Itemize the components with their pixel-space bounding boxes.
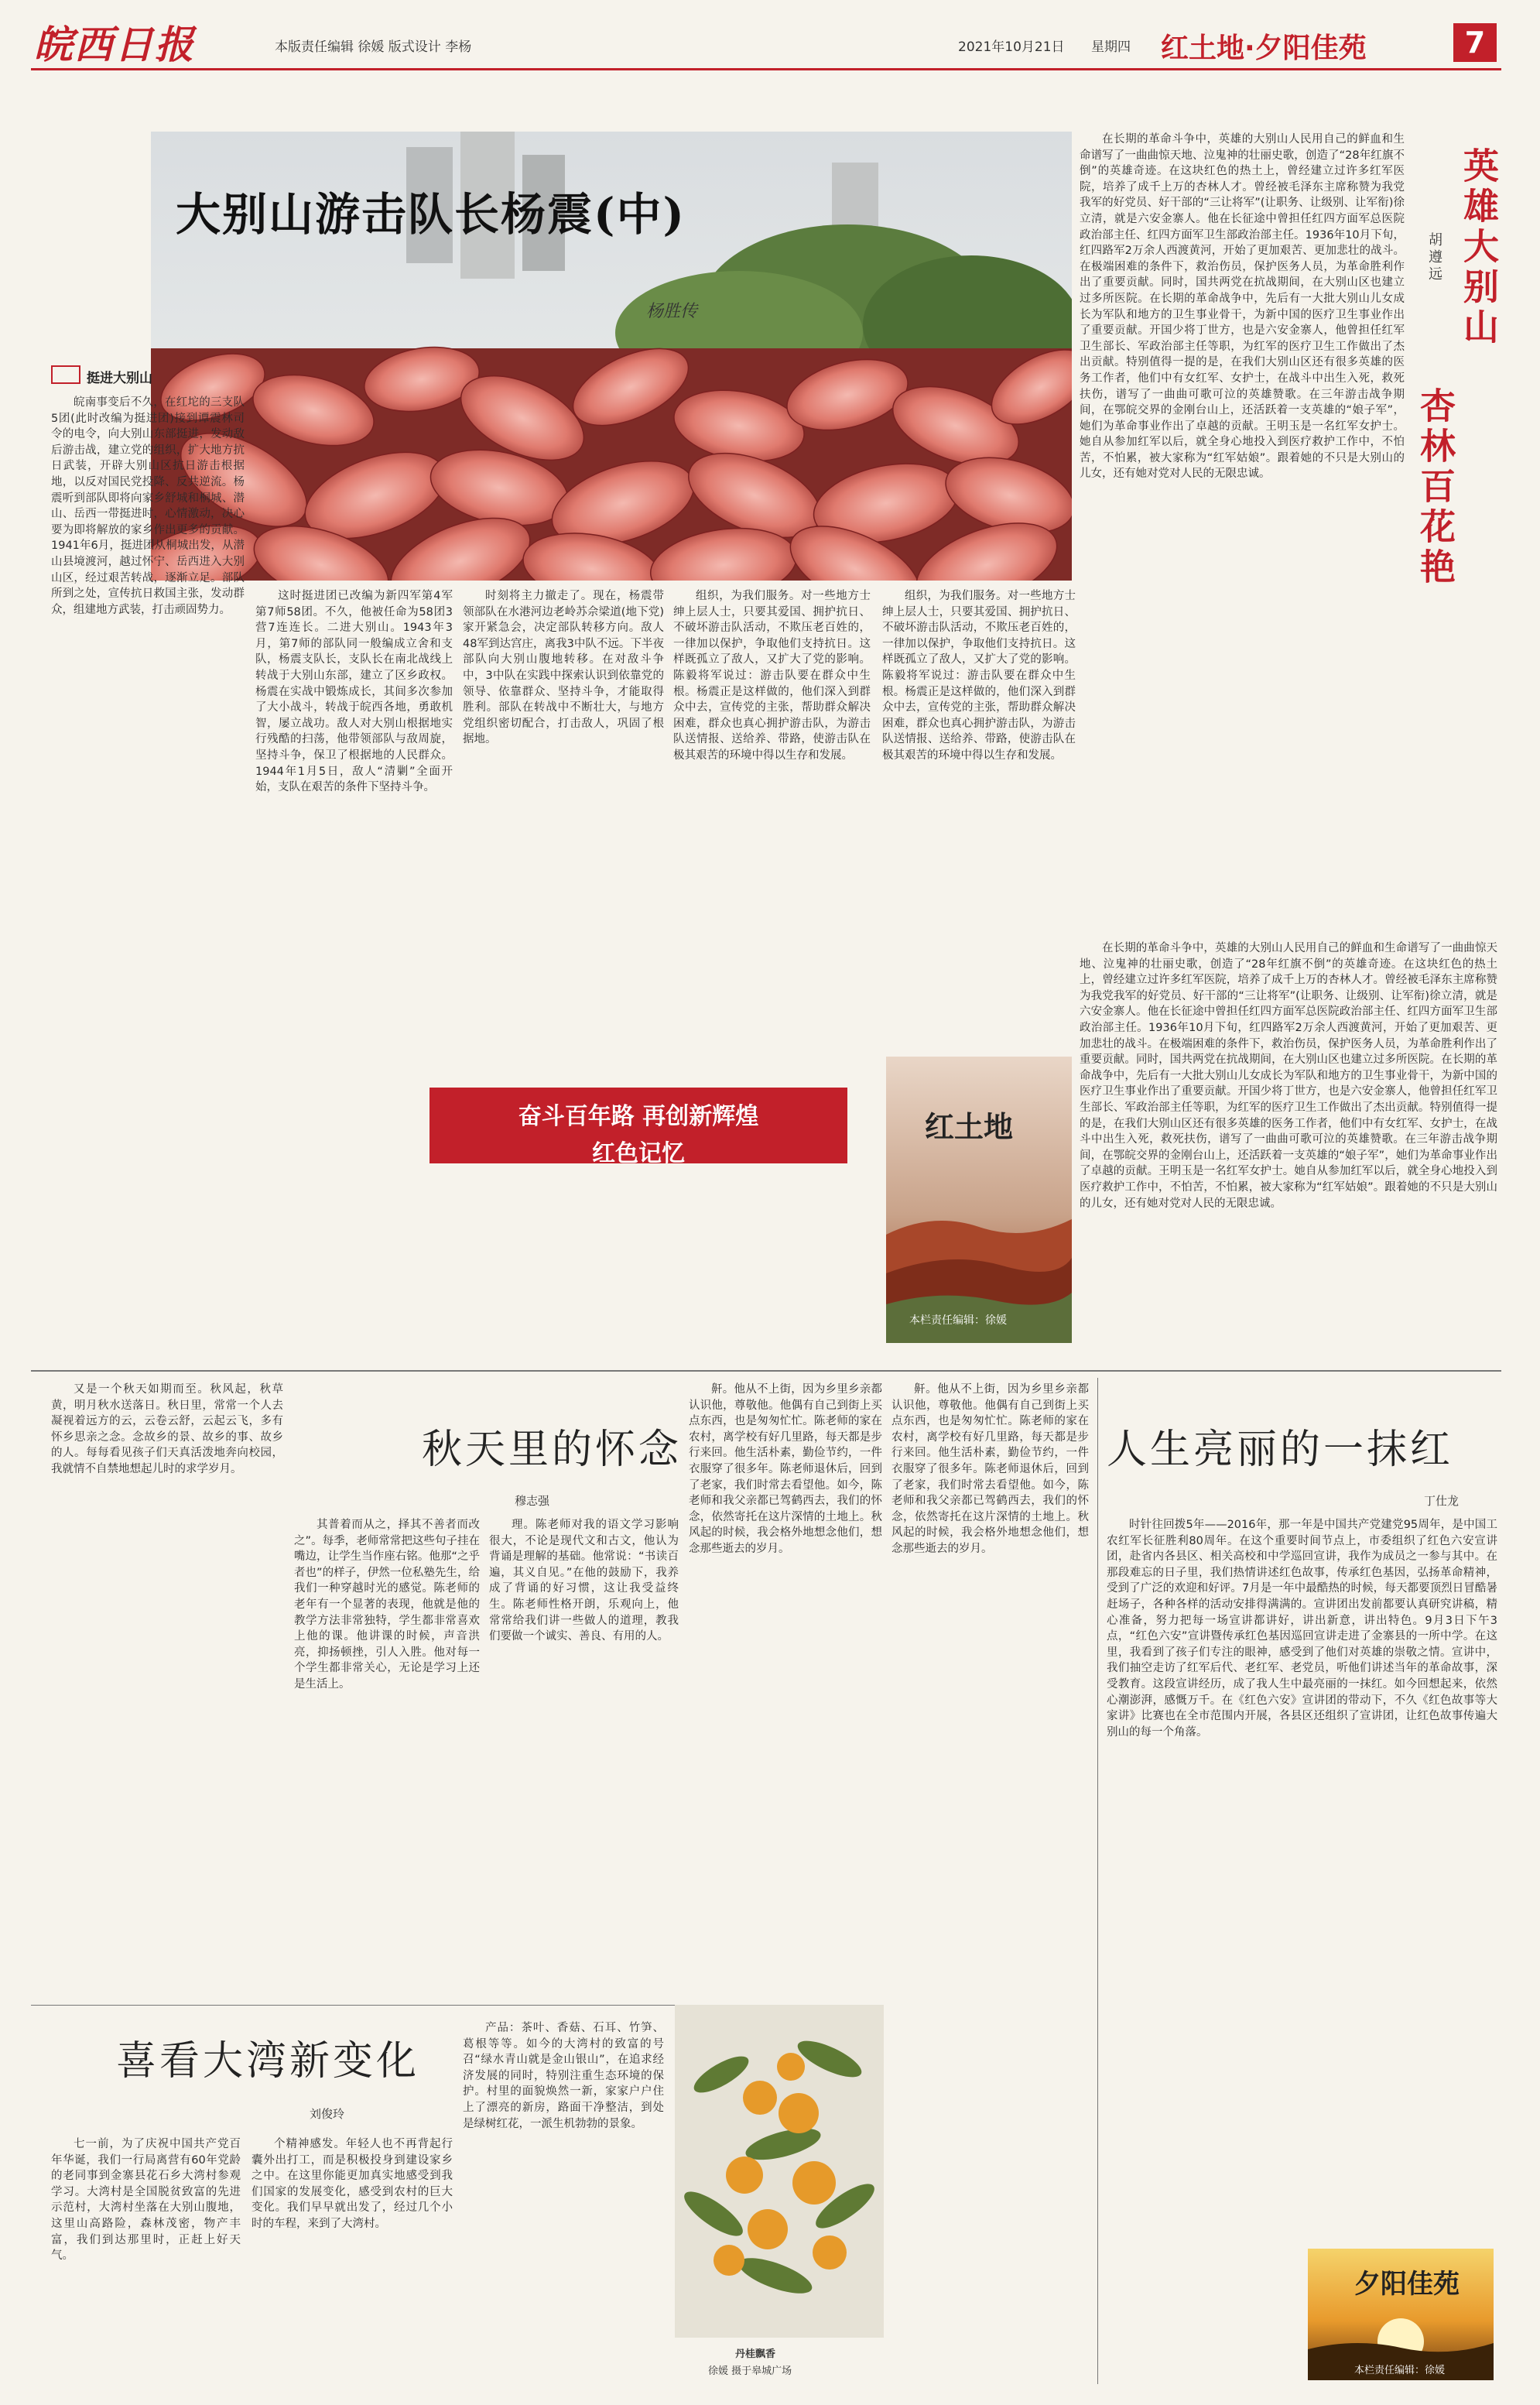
section-divider	[31, 1370, 1501, 1372]
column-divider	[1097, 1378, 1098, 2384]
coleus-photo	[151, 132, 1072, 581]
feature-col-4	[673, 588, 871, 1355]
issue-weekday: 星期四	[1091, 39, 1131, 55]
autumn-lead-text: 又是一个秋天如期而至。秋风起，秋草黄，明月秋水送落日。秋日里，常常一个人去凝视着远方的云，云卷云舒，云起云飞，多有怀乡思亲之念。念故乡的景、故乡的事、故乡的人。每每看见孩子们天真活泼地奔向校园，我就情不自禁地想起儿时的求学岁月。	[51, 1383, 283, 1475]
autumn-col-3	[489, 1517, 679, 1997]
autumn-col-5	[891, 1382, 1089, 2218]
subhead-bar	[51, 365, 80, 384]
bay-col-1-text: 七一前，为了庆祝中国共产党百年华诞，我们一行局离营有60年党龄的老同事到金寨县花石乡大湾村参观学习。大湾村是全国脱贫致富的先进示范村，大湾村坐落在大别山腹地，这里山高路险，森林茂密，物产丰富，我们到达那里时，正赶上好天气。	[51, 2138, 241, 2263]
feature-col-5-text: 组织，为我们服务。对一些地方士绅上层人士，只要其爱国、拥护抗日、不破坏游击队活动，不欺压老百姓的，一律加以保护，争取他们支持抗日。这样既孤立了敌人，又扩大了党的影响。陈毅将军说过：游击队要在群众中生根。杨震正是这样做的，他们深入到群众中去，宣传党的主张，帮助群众解决困难，群众也真心拥护游击队，为游击队送情报、送给养、带路，使游击队在极其艰苦的环境中得以生存和发展。	[882, 590, 1076, 762]
osmanthus-art	[675, 2005, 884, 2338]
issue-date: 2021年10月21日	[958, 39, 1065, 55]
side-body-bottom	[1080, 940, 1497, 1358]
section-title: 红土地·夕阳佳苑	[1161, 33, 1367, 64]
autumn-col-2	[294, 1517, 480, 1997]
red-memory-banner	[429, 1088, 847, 1167]
side-title-2: 杏林百花艳	[1415, 387, 1456, 588]
red-land-stamp	[886, 1057, 1072, 1343]
feature-col-1	[51, 395, 245, 1355]
osmanthus-photo	[675, 2005, 884, 2338]
bay-col-3-text: 产品：茶叶、香菇、石耳、竹笋、葛根等等。如今的大湾村的致富的号召“绿水青山就是金山银山”，在追求经济发展的同时，特别注重生态环境的保护。村里的面貌焕然一新，家家户户住上了漂亮的新房，路面干净整洁，到处是绿树红花，一派生机勃勃的景象。	[463, 2022, 664, 2130]
page-editor: 本版责任编辑 徐媛 版式设计 李杨	[275, 39, 472, 55]
side-author: 胡遵远	[1426, 232, 1442, 283]
autumn-col-3-text: 理。陈老师对我的语文学习影响很大，不论是现代文和古文，他认为背诵是理解的基础。他常说：“书读百遍，其义自见。”在他的鼓励下，我养成了背诵的好习惯，这让我受益终生。陈老师性格开朗，乐观向上，他常常给我们讲一些做人的道理，教我们要做一个诚实、善良、有用的人。	[489, 1519, 679, 1643]
autumn-col-4	[689, 1382, 882, 1997]
autumn-col-2-text: 其普着而从之，择其不善者而改之”。每季，老师常常把这些句子挂在嘴边，让学生当作座右铭。他那“之乎者也”的样子，伊然一位私塾先生，给我们一种穿越时光的感觉。陈老师的老年有一个显著的表现，他就是他的教学方法非常独特，学生都非常喜欢上他的课。他讲课的时候，声音洪亮，抑扬顿挫，引人入胜。他对每一个学生都非常关心，无论是学习上还是生活上。	[294, 1519, 480, 1691]
sunset-editor: 本栏责任编辑：徐媛	[1354, 2365, 1446, 2376]
sunset-title: 夕阳佳苑	[1354, 2269, 1460, 2300]
autumn-author: 穆志强	[515, 1494, 550, 1508]
feature-col-1-text: 皖南事变后不久，在红坨的三支队5团(此时改编为挺进团)接到谭震林司令的电令，向大别山东部挺进，发动敌后游击战，建立党的组织，扩大地方抗日武装，开辟大别山区抗日游击根据地，以反对国民党投降、反共逆流。杨震听到部队即将向家乡舒城和桐城、潜山、岳西一带挺进时，心情激动，决心要为即将解放的家乡作出更多的贡献。1941年6月，挺进团从桐城出发，从潜山县境渡河，越过怀宁、岳西进入大别山区，经过艰苦转战，逐渐立足。部队所到之处，宣传抗日救国主张，发动群众，组建地方武装，打击顽固势力。	[51, 396, 245, 616]
bay-col-2	[252, 2136, 453, 2392]
autumn-lead-col	[51, 1382, 283, 1997]
feature-subhead: 挺进大别山	[87, 371, 152, 386]
red-article-author: 丁仕龙	[1424, 1494, 1460, 1508]
red-article-text: 时针往回拨5年——2016年，那一年是中国共产党建党95周年，是中国工农红军长征胜利80周年。在这个重要时间节点上，市委组织了红色六安宣讲团，赴省内各县区、相关高校和中学巡回宣讲，我作为成员之一参与其中。在那段难忘的日子里，我们热情讲述红色故事，传承红色基因，弘扬革命精神，受到了广泛的欢迎和好评。7月是一年中最酷热的时候，每天都要顶烈日冒酷暑赶场子，各种各样的活动安排得满满的。宣讲团出发前都要认真研究讲稿，精心准备，努力把每一场宣讲都讲好，讲出新意，讲出特色。9月3日下午3点，“红色六安”宣讲暨传承红色基因巡回宣讲走进了金寨县的一所中学。在这里，我看到了孩子们专注的眼神，感受到了他们对英雄的崇敬之情。宣讲中，我们抽空走访了红军后代、老红军、老党员，听他们讲述当年的革命故事，深受教育。这段宣讲经历，成了我人生中最亮丽的一抹红。如今回想起来，依然心潮澎湃，感慨万千。在《红色六安》宣讲团的带动下，不久《红色故事等大家讲》比赛也在全市范围内开展，各县区还组织了宣讲团，让红色故事传遍大别山的每一个角落。	[1107, 1519, 1497, 1739]
autumn-title: 秋天里的怀念	[422, 1427, 683, 1473]
side-body-bottom-text: 在长期的革命斗争中，英雄的大别山人民用自己的鲜血和生命谱写了一曲曲惊天地、泣鬼神的壮丽史歌，创造了“28年红旗不倒”的英雄奇迹。在这块红色的热土上，曾经建立过许多红军医院，培养了成千上万的杏林人才。曾经被毛泽东主席称赞为我党我军的好党员、好干部的“三让将军”(让职务、让级别、让军衔)徐立清，就是六安金寨人。他在长征途中曾担任红四方面军总医院政治部主任、红四方面军卫生部政治部主任。1936年10月下旬，红四路军2万余人西渡黄河，开始了更加艰苦、更加悲壮的战斗。在极端困难的条件下，救治伤员，保护医务人员，为革命胜利作出了重要贡献。同时，国共两党在抗战期间，在大别山区也建立过多所医院。在长期的革命战争中，先后有一大批大别山儿女成长为军队和地方的卫生事业骨干，为新中国的医疗卫生事业作出了重要贡献。开国少将丁世方，也是六安金寨人，他曾担任红军卫生部长、军政治部主任等职，为红军的医疗卫生工作做出了杰出贡献。特别值得一提的是，在我们大别山区还有很多英雄的医务工作者，他们中有女红军、女护士，在战斗中出生入死，救死扶伤，谱写了一曲曲可歌可泣的英雄赞歌。在三年游击战争期间，在鄂皖交界的金刚台山上，还活跃着一支英雄的“娘子军”，她们为革命事业作出了卓越的贡献。王明玉是一名红军女护士。她自从参加红军以后，就全身心地投入到医疗救护工作中，不怕苦，不怕累，被大家称为“红军姑娘”。跟着她的不只是大别山的儿女，还有她对党对人民的无限忠诚。	[1080, 942, 1497, 1210]
side-body-top	[1080, 132, 1405, 937]
newspaper-logo: 皖西日报	[34, 22, 195, 67]
side-title-1: 英雄大别山	[1458, 147, 1500, 348]
bay-col-2-text: 个精神感发。年轻人也不再背起行囊外出打工，而是积极投身到建设家乡之中。在这里你能更加真实地感受到我们国家的发展变化，感受到农村的巨大变化。我们早早就出发了，经过几个小时的车程，来到了大湾村。	[252, 2138, 453, 2230]
feature-title: 大别山游击队长杨震(中)	[176, 188, 686, 241]
photo-caption-title: 丹桂飘香	[735, 2348, 776, 2360]
bay-title: 喜看大湾新变化	[116, 2038, 420, 2085]
feature-col-4-text: 组织，为我们服务。对一些地方士绅上层人士，只要其爱国、拥护抗日、不破坏游击队活动，不欺压老百姓的，一律加以保护，争取他们支持抗日。这样既孤立了敌人，又扩大了党的影响。陈毅将军说过：游击队要在群众中生根。杨震正是这样做的，他们深入到群众中去，宣传党的主张，帮助群众解决困难，群众也真心拥护游击队，为游击队送情报、送给养、带路，使游击队在极其艰苦的环境中得以生存和发展。	[673, 590, 871, 762]
red-land-editor: 本栏责任编辑：徐媛	[909, 1314, 1007, 1327]
feature-col-2	[255, 588, 453, 1355]
page-number-badge	[1453, 23, 1497, 62]
masthead-rule	[31, 68, 1501, 70]
feature-col-3-text: 时刻将主力撤走了。现在，杨震带领部队在水港河边老岭苏佘梁道(地下党)家开紧急会，决定部队转移方向。敌人48军到达宫庄，离我3中队不远。下半夜部队向大别山腹地转移。在对敌斗争中，3中队在实践中探索认识到依靠党的领导、依靠群众、坚持斗争，才能取得胜利。部队在转战中不断壮大，与地方党组织密切配合，打击敌人，巩固了根据地。	[463, 590, 664, 746]
banner-line-2: 红色记忆	[592, 1140, 685, 1167]
autumn-col-5-text: 鼾。他从不上街，因为乡里乡亲都认识他，尊敬他。他偶有自己到街上买点东西，也是匆匆忙忙。陈老师的家在农村，离学校有好几里路，每天都是步行来回。他生活朴素，勤俭节约，一件衣服穿了很多年。陈老师退休后，回到了老家，我们时常去看望他。如今，陈老师和我父亲都已驾鹤西去，我们的怀念，依然寄托在这片深情的土地上。秋风起的时候，我会格外地想念他们，想念那些逝去的岁月。	[891, 1383, 1089, 1555]
feature-col-3	[463, 588, 664, 1355]
sunset-stamp	[1308, 2249, 1494, 2380]
masthead	[0, 0, 1540, 71]
bay-col-3	[463, 2020, 664, 2392]
banner-line-1: 奋斗百年路 再创新辉煌	[518, 1103, 759, 1130]
page-number: 7	[1464, 26, 1486, 60]
author-stamp: 杨胜传	[646, 302, 698, 321]
bay-author: 刘俊玲	[310, 2107, 345, 2121]
feature-col-2-text: 这时挺进团已改编为新四军第4军第7师58团。不久，他被任命为58团3营7连连长。二进大别山。1943年3月，第7师的部队同一般编成立舍和支队，杨震支队长，支队长在南北战线上转战于大别山东部，建立了区乡政权。杨震在实战中锻炼成长，其间多次参加了大小战斗，转战于皖西各地，勇敢机智，屡立战功。敌人对大别山根据地实行残酷的扫荡，他带领部队与敌周旋，坚持斗争，保卫了根据地的人民群众。1944年1月5日，敌人“清剿”全面开始，支队在艰苦的条件下坚持斗争。	[255, 590, 453, 794]
red-land-art	[886, 1057, 1072, 1343]
feature-col-5	[882, 588, 1076, 1053]
photo-caption-credit: 徐媛 摄于皋城广场	[708, 2366, 792, 2377]
side-body-top-text: 在长期的革命斗争中，英雄的大别山人民用自己的鲜血和生命谱写了一曲曲惊天地、泣鬼神的壮丽史歌，创造了“28年红旗不倒”的英雄奇迹。在这块红色的热土上，曾经建立过许多红军医院，培养了成千上万的杏林人才。曾经被毛泽东主席称赞为我党我军的好党员、好干部的“三让将军”(让职务、让级别、让军衔)徐立清，就是六安金寨人。他在长征途中曾担任红四方面军总医院政治部主任、红四方面军卫生部政治部主任。1936年10月下旬，红四路军2万余人西渡黄河，开始了更加艰苦、更加悲壮的战斗。在极端困难的条件下，救治伤员，保护医务人员，为革命胜利作出了重要贡献。同时，国共两党在抗战期间，在大别山区也建立过多所医院。在长期的革命战争中，先后有一大批大别山儿女成长为军队和地方的卫生事业骨干，为新中国的医疗卫生事业作出了重要贡献。开国少将丁世方，也是六安金寨人，他曾担任红军卫生部长、军政治部主任等职，为红军的医疗卫生工作做出了杰出贡献。特别值得一提的是，在我们大别山区还有很多英雄的医务工作者，他们中有女红军、女护士，在战斗中出生入死，救死扶伤，谱写了一曲曲可歌可泣的英雄赞歌。在三年游击战争期间，在鄂皖交界的金刚台山上，还活跃着一支英雄的“娘子军”，她们为革命事业作出了卓越的贡献。王明玉是一名红军女护士。她自从参加红军以后，就全身心地投入到医疗救护工作中，不怕苦，不怕累，被大家称为“红军姑娘”。跟着她的不只是大别山的儿女，还有她对党对人民的无限忠诚。	[1080, 133, 1405, 481]
red-article-body	[1107, 1517, 1497, 2245]
bay-col-1	[51, 2136, 241, 2392]
red-article-title: 人生亮丽的一抹红	[1107, 1427, 1454, 1473]
autumn-col-4-text: 鼾。他从不上街，因为乡里乡亲都认识他，尊敬他。他偶有自己到街上买点东西，也是匆匆忙忙。陈老师的家在农村，离学校有好几里路，每天都是步行来回。他生活朴素，勤俭节约，一件衣服穿了很多年。陈老师退休后，回到了老家，我们时常去看望他。如今，陈老师和我父亲都已驾鹤西去，我们的怀念，依然寄托在这片深情的土地上。秋风起的时候，我会格外地想念他们，想念那些逝去的岁月。	[689, 1383, 882, 1555]
red-land-title: 红土地	[925, 1109, 1014, 1144]
